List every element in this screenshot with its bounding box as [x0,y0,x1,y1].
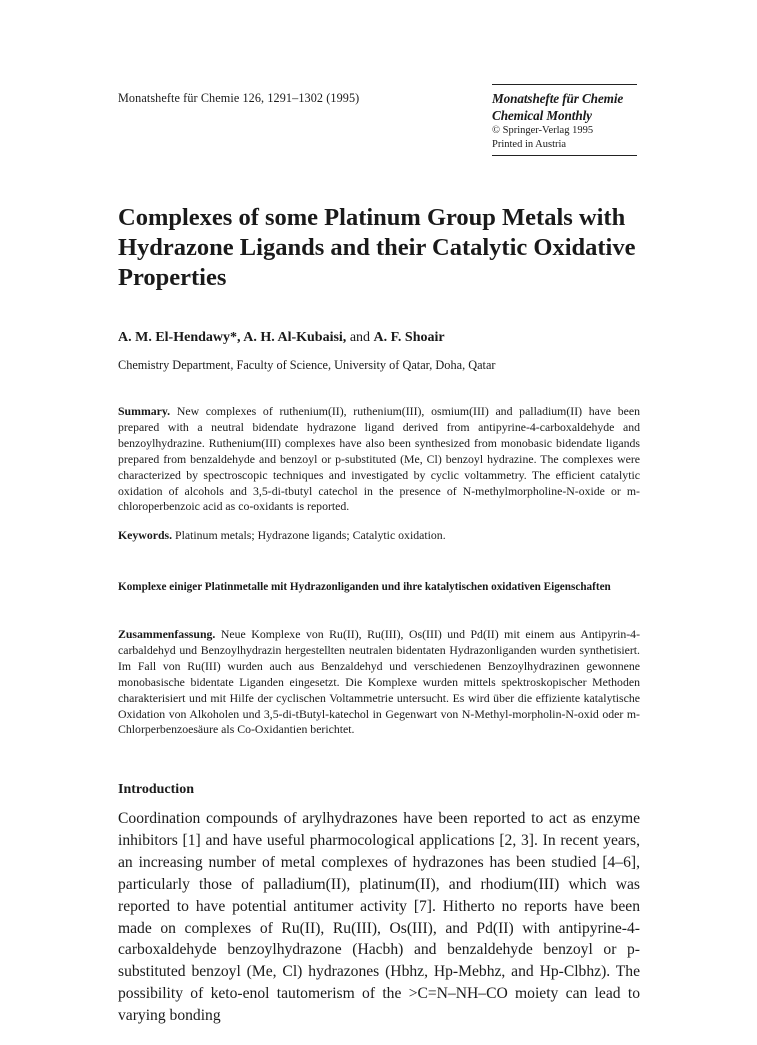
copyright-line: © Springer-Verlag 1995 [492,125,594,136]
introduction-paragraph: Coordination compounds of arylhydrazones have been reported to act as enzyme inhibitors [1] and have useful pharmocological applications [2, 3]. In recent years, an increasing number of metal complexes of hydrazones has been studied [4–6], particularly those of palladium(II), platinum(II), and rhodium(III) which was reported to have potential antitumer activity [7]. Hitherto no reports have been made on complexes of Ru(II), Ru(III), Os(III), and Pd(II) with antipyrine-4-carboxaldehyde benzoylhydrazone (Hacbh) and benzaldehyde benzoyl or p-substituted benzoyl (Me, Cl) hydrazones (Hbhz, Hp-Mebhz, and Hp-Clbhz). The possibility of keto-enol tautomerism of the >C=N–NH–CO moiety can lead to varying bonding [118,810,640,1025]
zusammenfassung-paragraph [118,627,640,738]
masthead-top-rule [492,84,637,85]
affiliation: Chemistry Department, Faculty of Science, University of Qatar, Doha, Qatar [118,358,496,372]
summary-label: Summary. [118,404,171,418]
zusammenfassung-text: Neue Komplexe von Ru(II), Ru(III), Os(III) und Pd(II) mit einem aus Antipyrin-4-carbaldehyd und Benzoylhydrazin hergestellten neutralen bidentaten Hydrazonliganden wurden synthetisiert. Im Fall von Ru(III) wurden auch aus Benzaldehyd und verschiedenen Benzoylhydrazinen gewonnene monobasische bidentate Liganden eingesetzt. Die Komplexe wurden mittels spektroskopischer Methoden charakterisiert und mit Hilfe der cyclischen Voltammetrie untersucht. Es wird über die effiziente katalytische Oxidation von Alkoholen und 3,5-di-tButyl-katechol in Gegenwart von N-Methyl-morpholin-N-oxid oder m-Chlorperbenzoesäure als Co-Oxidantien berichtet. [118,627,640,737]
paper-title: Complexes of some Platinum Group Metals with Hydrazone Ligands and their Catalytic Oxidative Properties [118,204,636,291]
journal-name-english: Chemical Monthly [492,108,592,123]
authors-last: A. F. Shoair [373,330,445,345]
journal-citation: Monatshefte für Chemie 126, 1291–1302 (1995) [118,91,360,105]
summary-paragraph [118,404,640,515]
journal-name-german: Monatshefte für Chemie [492,91,624,106]
summary-text: New complexes of ruthenium(II), ruthenium(III), osmium(III) and palladium(II) have been prepared with a neutral bidendate hydrazone ligand derived from antipyrine-4-carboxaldehyde and benzoylhydrazine. Ruthenium(III) complexes have also been synthesized from monobasic bidendate ligands prepared from benzaldehyde and benzoyl or p-substituted (Me, Cl) benzoyl hydrazine. The complexes were characterized by spectroscopic techniques and investigated by cyclic voltammetry. The efficient catalytic oxidation of alcohols and 3,5-di-tbutyl catechol in the presence of N-methylmorpholine-N-oxide or m-chloroperbenzoic acid as co-oxidants is reported. [118,404,640,514]
printed-line: Printed in Austria [492,138,567,150]
keywords-paragraph [118,528,640,544]
introduction-heading: Introduction [118,782,194,797]
keywords-label: Keywords. [118,528,173,542]
keywords-text: Platinum metals; Hydrazone ligands; Catalytic oxidation. [175,528,446,542]
zusammenfassung-label: Zusammenfassung. [118,627,216,641]
german-title: Komplexe einiger Platinmetalle mit Hydrazonliganden und ihre katalytischen oxidativen Eigenschaften [118,581,611,593]
author-list [118,330,445,346]
masthead-bottom-rule [492,155,637,156]
authors-first: A. M. El-Hendawy*, A. H. Al-Kubaisi, [118,330,347,345]
authors-conjunction: and [346,330,374,345]
journal-masthead [492,84,637,156]
